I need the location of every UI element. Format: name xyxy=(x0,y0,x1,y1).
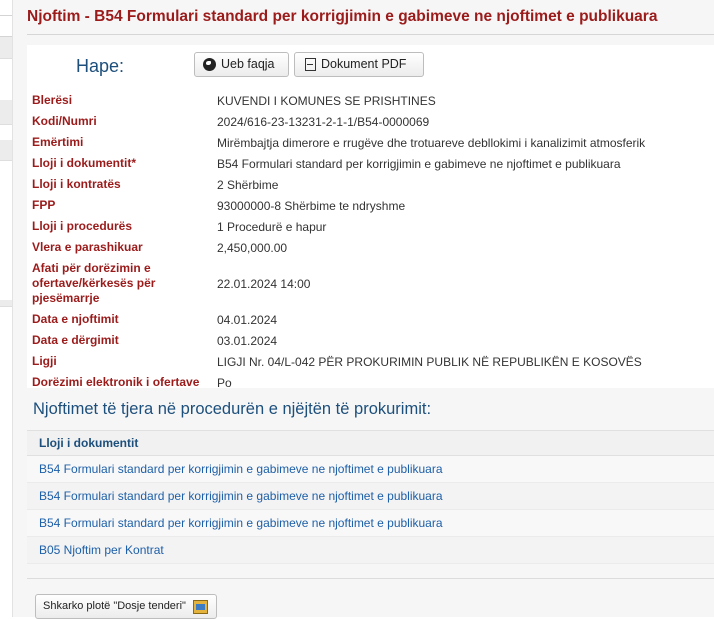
field-row xyxy=(32,372,712,393)
field-value: 2,450,000.00 xyxy=(217,240,288,255)
field-label: Emërtimi xyxy=(32,135,84,149)
field-label: Dorëzimi elektronik i ofertave xyxy=(32,375,200,389)
table-row[interactable]: B54 Formulari standard per korrigjimin e gabimeve ne njoftimet e publikuara xyxy=(27,510,714,537)
table-row[interactable]: B54 Formulari standard per korrigjimin e gabimeve ne njoftimet e publikuara xyxy=(27,456,714,483)
field-label: Lloji i kontratës xyxy=(32,177,121,191)
sidebar-divider xyxy=(0,15,12,16)
globe-icon xyxy=(203,58,216,71)
field-value: KUVENDI I KOMUNES SE PRISHTINES xyxy=(217,93,436,108)
field-value: 04.01.2024 xyxy=(217,312,278,327)
sidebar-segment xyxy=(0,300,12,307)
table-row[interactable]: B54 Formulari standard per korrigjimin e gabimeve ne njoftimet e publikuara xyxy=(27,483,714,510)
sidebar-segment xyxy=(0,140,12,161)
sidebar-segment xyxy=(0,100,12,125)
field-label: Lloji i dokumentit* xyxy=(32,156,136,170)
sidebar-edge xyxy=(0,0,12,617)
sidebar-segment xyxy=(0,36,12,59)
other-notices-table xyxy=(27,430,714,564)
field-label: Blerësi xyxy=(32,93,73,107)
table-header: Lloji i dokumentit xyxy=(27,430,714,456)
field-value: 2024/616-23-13231-2-1-1/B54-0000069 xyxy=(217,114,430,129)
field-row xyxy=(32,132,712,153)
zip-archive-icon xyxy=(193,600,208,614)
field-row xyxy=(32,351,712,372)
field-row xyxy=(32,216,712,237)
field-row xyxy=(32,90,712,111)
other-notices-title: Njoftimet të tjera në procedurën e njëjtën të prokurimit: xyxy=(33,400,432,418)
field-value: Po xyxy=(217,375,232,390)
pdf-document-button-label: Dokument PDF xyxy=(321,57,407,71)
field-value: Mirëmbajtja dimerore e rrugëve dhe trotuareve debllokimi i kanalizimit atmosferik xyxy=(217,135,646,150)
field-row xyxy=(32,330,712,351)
field-label: Ligji xyxy=(32,354,57,368)
field-row xyxy=(32,237,712,258)
field-label: Data e njoftimit xyxy=(32,312,119,326)
field-value: 93000000-8 Shërbime te ndryshme xyxy=(217,198,406,213)
pdf-document-button[interactable] xyxy=(294,52,424,77)
field-value: 1 Procedurë e hapur xyxy=(217,219,327,234)
field-label: Kodi/Numri xyxy=(32,114,97,128)
field-row xyxy=(32,258,712,309)
download-divider xyxy=(27,578,714,579)
table-row[interactable]: B05 Njoftim per Kontrat xyxy=(27,537,714,564)
field-label: FPP xyxy=(32,198,56,212)
field-row xyxy=(32,111,712,132)
web-page-button-label: Ueb faqja xyxy=(221,57,275,71)
open-label: Hape: xyxy=(76,56,125,76)
field-row xyxy=(32,309,712,330)
notice-fields xyxy=(32,90,712,393)
field-value: B54 Formulari standard per korrigjimin e gabimeve ne njoftimet e publikuara xyxy=(217,156,621,171)
field-row xyxy=(32,153,712,174)
field-label: Lloji i procedurës xyxy=(32,219,133,233)
field-value: 2 Shërbime xyxy=(217,177,279,192)
download-tender-file-button[interactable] xyxy=(35,594,217,619)
main-content xyxy=(12,0,714,617)
field-value: 03.01.2024 xyxy=(217,333,278,348)
field-label: Afati për dorëzimin e ofertave/kërkesës për pjesëmarrje xyxy=(32,261,156,305)
notice-panel xyxy=(27,45,714,388)
field-value: LIGJI Nr. 04/L-042 PËR PROKURIMIN PUBLIK NË REPUBLIKËN E KOSOVËS xyxy=(217,354,642,369)
field-value: 22.01.2024 14:00 xyxy=(217,276,311,291)
pdf-file-icon xyxy=(305,58,316,71)
field-row xyxy=(32,174,712,195)
title-divider xyxy=(27,34,714,35)
page-title: Njoftim - B54 Formulari standard per korrigjimin e gabimeve ne njoftimet e publikuara xyxy=(27,8,658,25)
web-page-button[interactable] xyxy=(194,52,289,77)
field-row xyxy=(32,195,712,216)
field-label: Vlera e parashikuar xyxy=(32,240,143,254)
field-label: Data e dërgimit xyxy=(32,333,119,347)
sidebar-divider xyxy=(0,36,12,37)
download-button-label: Shkarko plotë "Dosje tenderi" xyxy=(43,600,186,612)
